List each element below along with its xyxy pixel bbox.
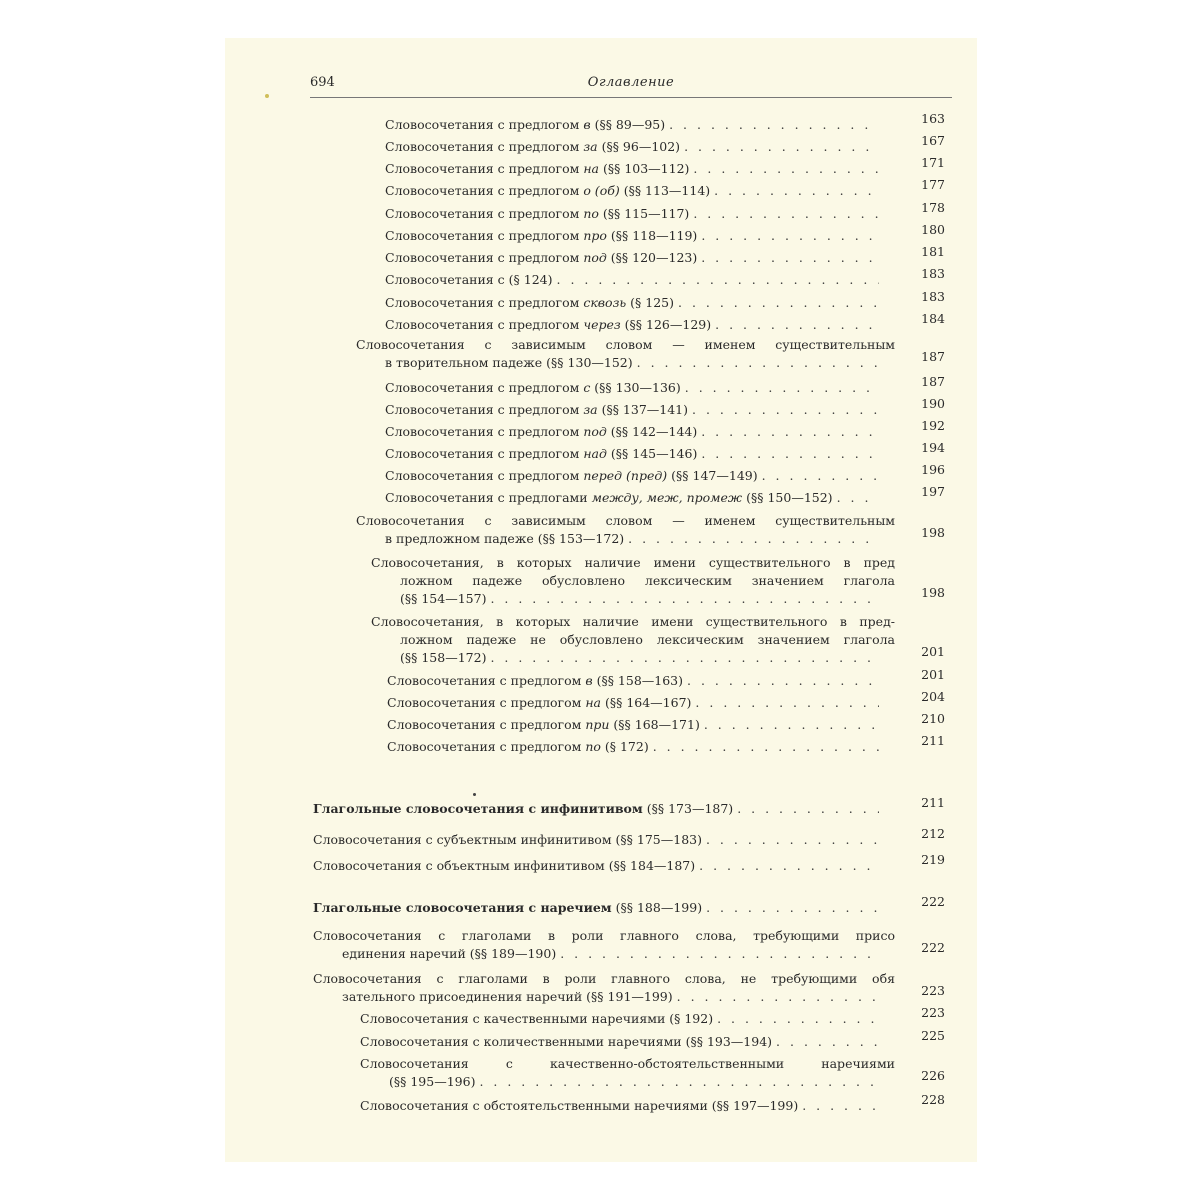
toc-entry-label: Словосочетания с предлогом xyxy=(385,183,584,198)
toc-page-number: 187 xyxy=(921,374,945,389)
toc-section-range: (§§ 126—129) xyxy=(620,317,712,332)
toc-section-range: (§§ 158—163) xyxy=(592,673,684,688)
toc-preposition: под xyxy=(583,424,607,439)
toc-preposition: за xyxy=(583,402,598,417)
toc-entry-text xyxy=(313,832,702,848)
dot-leader xyxy=(699,858,879,874)
toc-entry-text xyxy=(360,1034,772,1050)
toc-entry-line xyxy=(313,858,883,874)
toc-entry-text: зательного присоединения наречий (§§ 191—199) xyxy=(342,989,673,1004)
toc-entry-text xyxy=(385,250,697,266)
toc-page-number: 222 xyxy=(921,894,945,909)
toc-page-number: 223 xyxy=(921,1005,945,1020)
toc-entry-line xyxy=(385,228,883,244)
toc-entry-text xyxy=(385,490,833,506)
toc-preposition: в xyxy=(585,673,593,688)
toc-page-number: 211 xyxy=(921,733,945,748)
toc-entry-text xyxy=(385,424,697,440)
toc-section-range: (§§ 150—152) xyxy=(742,490,833,505)
toc-entry-text: в предложном падеже (§§ 153—172) xyxy=(385,531,625,546)
toc-entry-label: Словосочетания с предлогом xyxy=(387,673,586,688)
toc-preposition: под xyxy=(583,250,607,265)
toc-section-range: (§§ 115—117) xyxy=(598,206,690,221)
toc-preposition: про xyxy=(583,228,607,243)
toc-page-number: 197 xyxy=(921,484,945,499)
toc-entry-text: в творительном падеже (§§ 130—152) xyxy=(385,355,633,370)
toc-entry-label: Словосочетания с предлогом xyxy=(387,739,586,754)
toc-section-range: (§§ 145—146) xyxy=(606,446,698,461)
toc-page-number: 178 xyxy=(921,200,945,215)
toc-entry-text xyxy=(385,317,711,333)
toc-entry-text: ложном падеже обусловлено лексическим значением глагола xyxy=(400,573,895,588)
toc-entry-label: Словосочетания с предлогом xyxy=(385,317,584,332)
toc-entry-label: Словосочетания с предлогом xyxy=(385,250,584,265)
toc-entry-label: Словосочетания с предлогом xyxy=(385,468,584,483)
toc-page-number: 219 xyxy=(921,852,945,867)
toc-entry-line xyxy=(385,490,883,506)
dot-leader xyxy=(678,295,879,311)
toc-entry-text: (§§ 195—196) xyxy=(389,1074,476,1089)
toc-page-number: 171 xyxy=(921,155,945,170)
dot-leader xyxy=(490,591,879,607)
toc-preposition: по xyxy=(585,739,601,754)
toc-page-number: 198 xyxy=(921,585,945,600)
toc-entry-text xyxy=(387,717,700,733)
toc-entry-line xyxy=(313,900,883,916)
dot-leader xyxy=(692,402,879,418)
toc-page-number: 201 xyxy=(921,644,945,659)
toc-page-number: 181 xyxy=(921,244,945,259)
toc-entry-line xyxy=(400,573,895,589)
toc-entry-text xyxy=(385,183,710,199)
toc-entry-label: Словосочетания с предлогом xyxy=(385,295,584,310)
dot-leader xyxy=(706,900,879,916)
toc-entry-line xyxy=(385,206,883,222)
toc-entry-label: Словосочетания с предлогом xyxy=(387,695,586,710)
toc-entry-line xyxy=(313,928,895,944)
toc-section-range: (§§ 103—112) xyxy=(599,161,690,176)
toc-section-range: (§§ 120—123) xyxy=(606,250,698,265)
running-title: Оглавление xyxy=(587,75,675,90)
toc-entry-text xyxy=(313,801,733,817)
toc-section-range: (§§ 173—187) xyxy=(642,801,734,816)
toc-page-number: 210 xyxy=(921,711,945,726)
toc-page-number: 192 xyxy=(921,418,945,433)
toc-entry-line xyxy=(356,337,895,353)
toc-section-range: (§§ 164—167) xyxy=(601,695,692,710)
toc-preposition: в xyxy=(583,117,591,132)
toc-entry-text xyxy=(387,739,649,755)
toc-entry-line xyxy=(371,555,895,571)
toc-entry-line xyxy=(389,1074,883,1090)
toc-entry-text: Словосочетания с зависимым словом — именем существительным xyxy=(356,337,895,352)
toc-entry-line xyxy=(360,1056,895,1072)
dot-leader xyxy=(701,250,879,266)
toc-page-number: 163 xyxy=(921,111,945,126)
toc-entry-text xyxy=(385,117,665,133)
toc-entry-text: (§§ 158—172) xyxy=(400,650,487,665)
toc-entry-label: Словосочетания с предлогом xyxy=(385,402,584,417)
toc-section-range: (§ 124) xyxy=(508,272,553,287)
toc-entry-label: Словосочетания с предлогом xyxy=(385,228,584,243)
page-number: 694 xyxy=(310,75,335,90)
toc-page-number: 194 xyxy=(921,440,945,455)
toc-entry-label: Словосочетания с предлогом xyxy=(385,206,584,221)
toc-entry-line xyxy=(385,355,883,371)
toc-section-title: Глагольные словосочетания с наречием xyxy=(313,900,612,915)
toc-entry-text: Словосочетания с зависимым словом — именем существительным xyxy=(356,513,895,528)
toc-section-range: (§§ 96—102) xyxy=(597,139,681,154)
dot-leader xyxy=(685,380,879,396)
toc-entry-line xyxy=(400,591,883,607)
toc-section-range: (§ 125) xyxy=(626,295,675,310)
toc-page-number: 183 xyxy=(921,289,945,304)
toc-page-number: 223 xyxy=(921,983,945,998)
dot-leader xyxy=(837,490,879,506)
dot-leader xyxy=(701,424,879,440)
toc-entry-line xyxy=(360,1034,883,1050)
toc-preposition: по xyxy=(583,206,599,221)
toc-entry-text xyxy=(360,1098,798,1114)
toc-entry-line xyxy=(385,531,883,547)
toc-page-number: 222 xyxy=(921,940,945,955)
toc-entry-line xyxy=(356,513,895,529)
toc-section-range: (§§ 130—136) xyxy=(590,380,681,395)
toc-section-title: Глагольные словосочетания с инфинитивом xyxy=(313,801,643,816)
toc-entry-text xyxy=(387,695,691,711)
dot-leader xyxy=(653,739,879,755)
toc-entry-label: Словосочетания с количественными наречиями (§§ 193—194) xyxy=(360,1034,773,1049)
toc-preposition: на xyxy=(583,161,599,176)
dot-leader xyxy=(693,161,879,177)
toc-entry-line xyxy=(342,946,883,962)
toc-page-number: 187 xyxy=(921,349,945,364)
toc-entry-text xyxy=(385,139,680,155)
dot-leader xyxy=(628,531,879,547)
toc-entry-label: Словосочетания с предлогом xyxy=(387,717,586,732)
dot-leader xyxy=(693,206,879,222)
toc-entry-line xyxy=(360,1011,883,1027)
toc-entry-label: Словосочетания с предлогом xyxy=(385,424,584,439)
toc-entry-text xyxy=(385,295,674,311)
toc-entry-text xyxy=(385,402,688,418)
dot-leader xyxy=(715,317,879,333)
toc-entry-text xyxy=(387,673,683,689)
toc-entry-text xyxy=(385,446,697,462)
toc-preposition: за xyxy=(583,139,598,154)
dot-leader xyxy=(677,989,879,1005)
toc-preposition: при xyxy=(585,717,610,732)
toc-entry-label: Словосочетания с предлогом xyxy=(385,139,584,154)
dot-leader xyxy=(704,717,879,733)
dot-leader xyxy=(560,946,879,962)
toc-entry-text xyxy=(385,206,689,222)
dot-leader xyxy=(701,228,879,244)
toc-entry-label: Словосочетания с обстоятельственными наречиями (§§ 197—199) xyxy=(360,1098,799,1113)
dot-leader xyxy=(776,1034,879,1050)
toc-preposition: о (об) xyxy=(583,183,620,198)
dot-leader xyxy=(802,1098,879,1114)
toc-page-number: 226 xyxy=(921,1068,945,1083)
toc-entry-text xyxy=(313,858,695,874)
dot-leader xyxy=(479,1074,879,1090)
dot-leader xyxy=(717,1011,879,1027)
toc-section-range: (§§ 188—199) xyxy=(611,900,703,915)
toc-section-range: (§§ 168—171) xyxy=(609,717,700,732)
toc-section-range: (§§ 118—119) xyxy=(606,228,698,243)
toc-entry-label: Словосочетания с предлогом xyxy=(385,161,584,176)
toc-section-range: (§§ 147—149) xyxy=(667,468,758,483)
toc-entry-text: Словосочетания с качественно-обстоятельственными наречиями xyxy=(360,1056,895,1071)
dot-leader xyxy=(669,117,879,133)
dot-leader xyxy=(637,355,879,371)
toc-entry-text: Словосочетания, в которых наличие имени существительного в пред- xyxy=(371,614,895,629)
toc-entry-text: ложном падеже не обусловлено лексическим значением глагола xyxy=(400,632,895,647)
toc-page-number: 184 xyxy=(921,311,945,326)
toc-page-number: 204 xyxy=(921,689,945,704)
toc-entry-line xyxy=(387,717,883,733)
dot-leader xyxy=(706,832,879,848)
toc-entry-line xyxy=(385,402,883,418)
toc-page-number: 228 xyxy=(921,1092,945,1107)
toc-entry-text: Словосочетания с глаголами в роли главного слова, не требующими обя xyxy=(313,971,895,986)
toc-entry-label: Словосочетания с предлогами xyxy=(385,490,592,505)
toc-entry-line xyxy=(313,971,895,987)
toc-page-number: 211 xyxy=(921,795,945,810)
toc-section-range: (§§ 89—95) xyxy=(590,117,666,132)
toc-page-number: 196 xyxy=(921,462,945,477)
dot-leader xyxy=(762,468,879,484)
toc-entry-text xyxy=(385,468,758,484)
toc-page-number: 167 xyxy=(921,133,945,148)
toc-entry-line xyxy=(313,801,883,817)
toc-entry-text: Словосочетания с глаголами в роли главного слова, требующими присо xyxy=(313,928,895,943)
toc-entry-line xyxy=(313,832,883,848)
toc-preposition: на xyxy=(585,695,601,710)
dot-leader xyxy=(701,446,879,462)
toc-page-number: 177 xyxy=(921,177,945,192)
dot-leader xyxy=(557,272,880,288)
toc-entry-text xyxy=(385,272,553,288)
toc-entry-line xyxy=(387,673,883,689)
toc-entry-text xyxy=(385,380,681,396)
toc-section-range: (§§ 142—144) xyxy=(606,424,698,439)
toc-entry-label: Словосочетания с xyxy=(385,272,509,287)
toc-entry-label: Словосочетания с качественными наречиями (§ 192) xyxy=(360,1011,714,1026)
dot-leader xyxy=(714,183,879,199)
dot-leader xyxy=(695,695,879,711)
toc-entry-text: Словосочетания, в которых наличие имени существительного в пред xyxy=(371,555,895,570)
toc-preposition: перед (пред) xyxy=(583,468,668,483)
toc-entry-line xyxy=(387,695,883,711)
dot-leader xyxy=(687,673,879,689)
toc-entry-line xyxy=(385,424,883,440)
toc-preposition: между, меж, промеж xyxy=(591,490,743,505)
toc-entry-line xyxy=(342,989,883,1005)
toc-preposition: с xyxy=(583,380,591,395)
toc-entry-line xyxy=(400,632,895,648)
toc-entry-line xyxy=(385,117,883,133)
toc-preposition: сквозь xyxy=(583,295,627,310)
toc-entry-label: Словосочетания с предлогом xyxy=(385,380,584,395)
toc-page-number: 201 xyxy=(921,667,945,682)
toc-entry-line xyxy=(387,739,883,755)
toc-entry-line xyxy=(385,272,883,288)
toc-entry-line xyxy=(385,161,883,177)
toc-entry-label: Словосочетания с объектным инфинитивом (§§ 184—187) xyxy=(313,858,696,873)
toc-entry-label: Словосочетания с субъектным инфинитивом (§§ 175—183) xyxy=(313,832,702,847)
dot-leader xyxy=(684,139,879,155)
toc-entry-text xyxy=(385,228,697,244)
toc-page-number: 183 xyxy=(921,266,945,281)
toc-entry-text xyxy=(360,1011,713,1027)
toc-entry-line xyxy=(385,468,883,484)
toc-entry-text xyxy=(385,161,689,177)
toc-entry-line xyxy=(371,614,895,630)
toc-entry-text xyxy=(313,900,702,916)
toc-page-number: 190 xyxy=(921,396,945,411)
toc-entry-line xyxy=(385,183,883,199)
dot-leader xyxy=(490,650,879,666)
toc-entry-label: Словосочетания с предлогом xyxy=(385,117,584,132)
toc-section-range: (§ 172) xyxy=(600,739,649,754)
toc-entry-line xyxy=(360,1098,883,1114)
toc-section-range: (§§ 137—141) xyxy=(597,402,689,417)
toc-section-range: (§§ 113—114) xyxy=(619,183,711,198)
toc-entry-text: единения наречий (§§ 189—190) xyxy=(342,946,557,961)
toc-entry-line xyxy=(385,139,883,155)
toc-page-number: 180 xyxy=(921,222,945,237)
toc-entry-line xyxy=(385,446,883,462)
dot-leader xyxy=(737,801,879,817)
toc-page-number: 225 xyxy=(921,1028,945,1043)
toc-entry-line xyxy=(385,380,883,396)
toc-entry-line xyxy=(385,295,883,311)
toc-entry-line xyxy=(385,317,883,333)
toc-page-number: 198 xyxy=(921,525,945,540)
toc-preposition: над xyxy=(583,446,607,461)
toc-entry-label: Словосочетания с предлогом xyxy=(385,446,584,461)
toc-entry-text: (§§ 154—157) xyxy=(400,591,487,606)
toc-preposition: через xyxy=(583,317,621,332)
toc-entry-line xyxy=(385,250,883,266)
toc-page-number: 212 xyxy=(921,826,945,841)
toc-entry-line xyxy=(400,650,883,666)
